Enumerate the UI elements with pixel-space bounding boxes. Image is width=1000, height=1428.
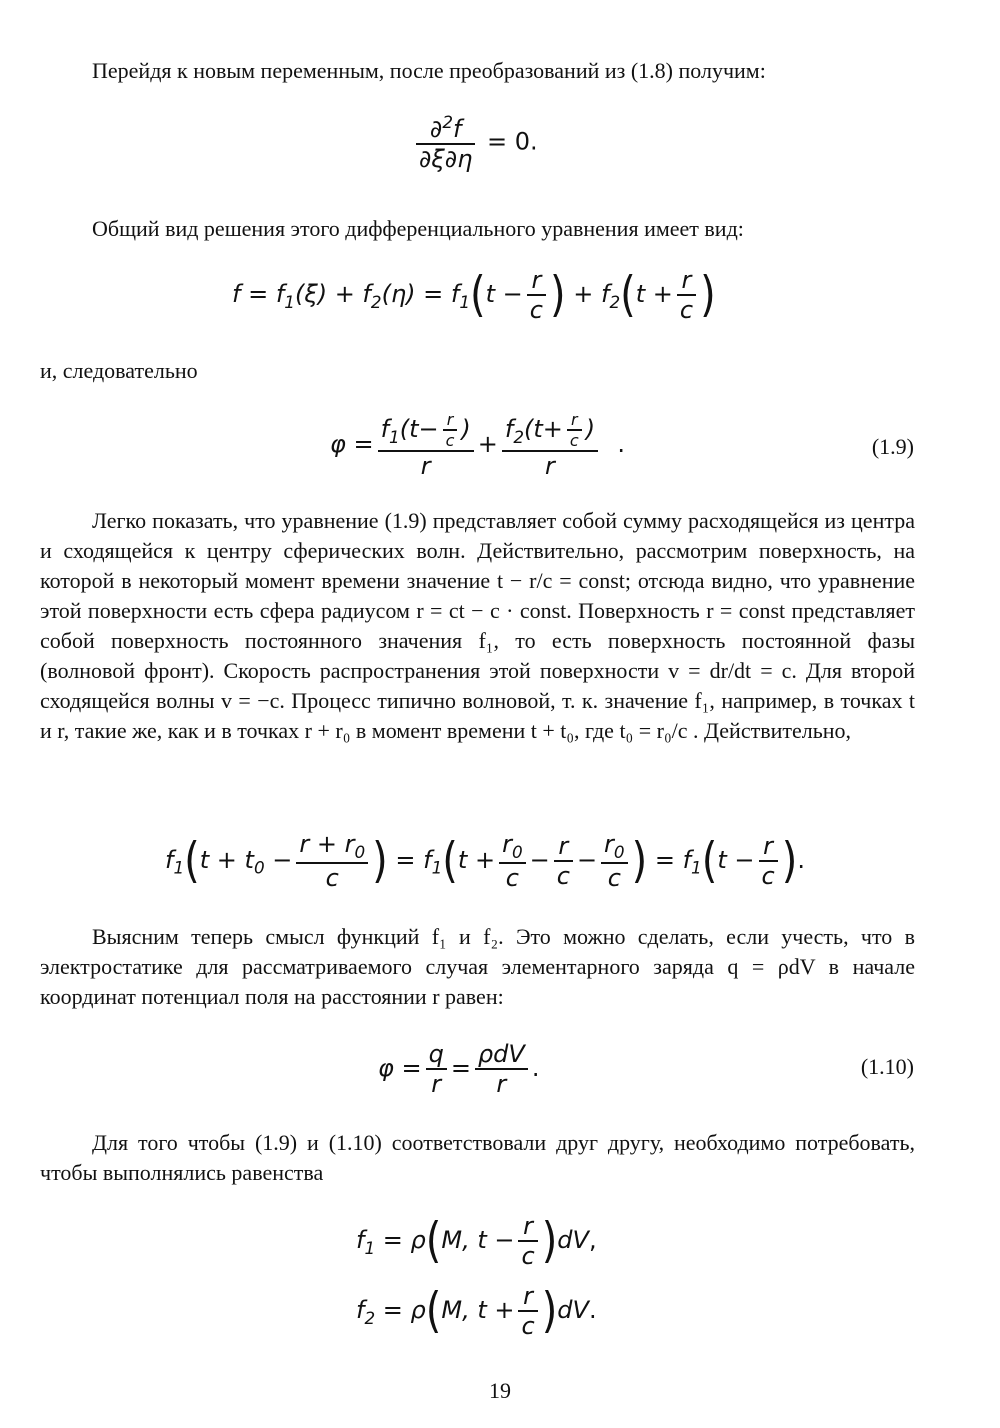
equation-wave-derivative: $\frac{\partial^2f}{\partial\xi\partial\eta}$ = 0. bbox=[412, 112, 538, 173]
equation-potential-spherical: φ = $f_1(t-$ $\frac{r}{c}$ ) r + $f_2(t+$ $\frac{r}{c}$ ) r . bbox=[330, 410, 625, 480]
paragraph-general-solution: Общий вид решения этого дифференциального уравнения имеет вид: bbox=[92, 216, 744, 241]
equation-number-1-9: (1.9) bbox=[871, 434, 914, 459]
equation-electrostatic-potential: φ = $\frac{q}{r}$ = $\frac{\text{ρdV}}{r}$ . bbox=[378, 1040, 540, 1098]
paragraph-consequently: и, следовательно bbox=[40, 358, 198, 383]
equation-f1-density: $f_1 = \rho(M$, t − $\frac{r}{c}$ )dV, bbox=[356, 1212, 597, 1270]
equation-phase-shift: $f_1(t + t_0$ − $\frac{r + r_0}{c}$ ) = $f_1(t$ + $\frac{r_0}{c}$ − $\frac{r}{c}$ − $\frac{r_0}{c}$ ) = $f_1(t$ − $\frac{r}{c}$ ). bbox=[165, 830, 805, 892]
paragraph-correspondence: Для того чтобы (1.9) и (1.10) соответствовали друг другу, необходимо потребовать, чтобы выполнялись равенства bbox=[40, 1130, 915, 1185]
paragraph-meaning-functions: Выясним теперь смысл функций f₁ и f₂. Это можно сделать, если учесть, что в электростатике для рассматриваемого случая элементарного заряда q = ρdV в начале координат потенциал поля на расстоянии r равен: bbox=[40, 924, 915, 1009]
page-number: 19 bbox=[489, 1378, 511, 1403]
equation-number-1-10: (1.10) bbox=[860, 1054, 914, 1079]
equation-general-solution: $f = f_1(\xi) + f_2(\eta) = f_1(t$ − $\frac{r}{c}$ ) + $f_2(t$ + $\frac{r}{c}$ ) bbox=[232, 266, 716, 324]
paragraph-intro: Перейдя к новым переменным, после преобразований из (1.8) получим: bbox=[92, 58, 766, 83]
equation-f2-density: $f_2 = \rho(M$, t + $\frac{r}{c}$ )dV. bbox=[356, 1282, 597, 1340]
paragraph-spherical-waves: Легко показать, что уравнение (1.9) представляет собой сумму расходящейся из центра и сходящейся к центру сферических волн. Действительно, рассмотрим поверхность, на которой в некоторый момент времени значение t − r/c = const; отсюда видно, что уравнение этой поверхности есть сфера радиусом r = ct − c · const. Поверхность r = const представляет собой поверхность постоянного значения f₁, то есть поверхность постоянной фазы (волновой фронт). Скорость распространения этой поверхности v = dr/dt = c. Для второй сходящейся волны v = −c. Процесс типично волновой, т. к. значение f₁, например, в точках t и r, такие же, как и в точках r + r₀ в момент времени t + t₀, где t₀ = r₀/c . Действительно, bbox=[40, 508, 915, 743]
